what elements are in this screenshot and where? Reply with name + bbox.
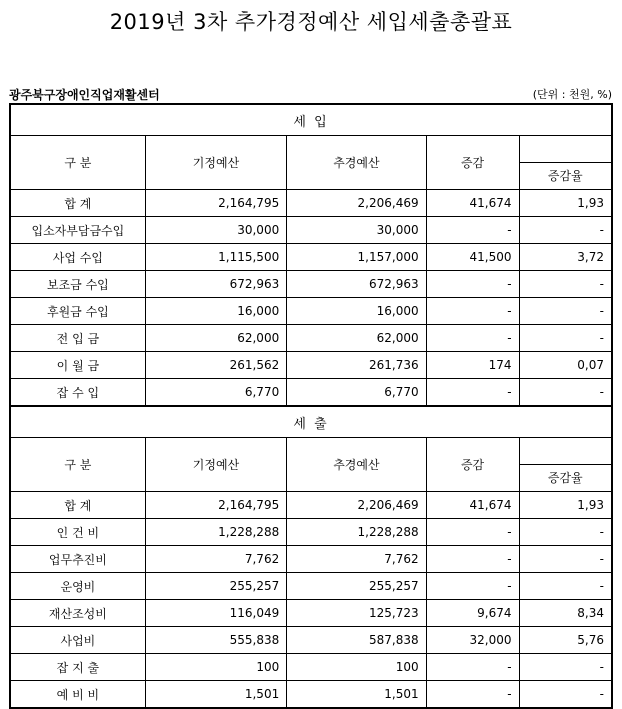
revised-budget: 6,770 <box>287 379 426 407</box>
change-amount: - <box>426 217 519 244</box>
original-budget: 2,164,795 <box>145 190 286 217</box>
revised-budget: 2,206,469 <box>287 190 426 217</box>
page-title: 2019년 3차 추가경정예산 세입세출총괄표 <box>109 10 513 34</box>
table-row <box>10 325 612 352</box>
table-row <box>10 352 612 379</box>
table-row <box>10 298 612 325</box>
change-amount: 174 <box>426 352 519 379</box>
row-label: 인 건 비 <box>10 519 145 546</box>
row-label: 이 월 금 <box>10 352 145 379</box>
header-original: 기정예산 <box>145 136 286 190</box>
table-row <box>10 654 612 681</box>
table-row <box>10 519 612 546</box>
change-rate: - <box>519 379 612 407</box>
change-amount: - <box>426 654 519 681</box>
change-amount: - <box>426 519 519 546</box>
row-label: 사업 수입 <box>10 244 145 271</box>
header-change-rate-cell <box>519 438 612 492</box>
revised-budget: 30,000 <box>287 217 426 244</box>
table-row <box>10 573 612 600</box>
change-amount: 41,674 <box>426 190 519 217</box>
row-label: 잡 지 출 <box>10 654 145 681</box>
header-change: 증감 <box>426 136 519 190</box>
original-budget: 62,000 <box>145 325 286 352</box>
revised-budget: 100 <box>287 654 426 681</box>
header-original: 기정예산 <box>145 438 286 492</box>
revised-budget: 1,501 <box>287 681 426 709</box>
original-budget: 672,963 <box>145 271 286 298</box>
revised-budget: 16,000 <box>287 298 426 325</box>
header-change-rate-cell <box>519 136 612 190</box>
revised-budget: 672,963 <box>287 271 426 298</box>
original-budget: 100 <box>145 654 286 681</box>
table-row <box>10 271 612 298</box>
change-amount: 32,000 <box>426 627 519 654</box>
table-row <box>10 217 612 244</box>
revenue-table <box>9 103 613 407</box>
change-rate: 1,93 <box>519 492 612 519</box>
original-budget: 6,770 <box>145 379 286 407</box>
table-row <box>10 379 612 407</box>
change-rate: - <box>519 271 612 298</box>
original-budget: 1,115,500 <box>145 244 286 271</box>
change-amount: 41,674 <box>426 492 519 519</box>
row-label: 보조금 수입 <box>10 271 145 298</box>
change-amount: 9,674 <box>426 600 519 627</box>
change-rate: 5,76 <box>519 627 612 654</box>
row-label: 후원금 수입 <box>10 298 145 325</box>
revised-budget: 7,762 <box>287 546 426 573</box>
change-rate: - <box>519 519 612 546</box>
header-change: 증감 <box>426 438 519 492</box>
header-change-rate: 증감율 <box>520 464 611 491</box>
change-rate: 0,07 <box>519 352 612 379</box>
change-amount: - <box>426 546 519 573</box>
change-rate: 8,34 <box>519 600 612 627</box>
row-label: 업무추진비 <box>10 546 145 573</box>
change-rate: 1,93 <box>519 190 612 217</box>
change-rate: 3,72 <box>519 244 612 271</box>
original-budget: 16,000 <box>145 298 286 325</box>
change-rate: - <box>519 681 612 709</box>
row-label: 합 계 <box>10 492 145 519</box>
row-label: 운영비 <box>10 573 145 600</box>
original-budget: 7,762 <box>145 546 286 573</box>
row-label: 재산조성비 <box>10 600 145 627</box>
original-budget: 116,049 <box>145 600 286 627</box>
row-label: 전 입 금 <box>10 325 145 352</box>
revised-budget: 1,157,000 <box>287 244 426 271</box>
original-budget: 555,838 <box>145 627 286 654</box>
change-amount: - <box>426 573 519 600</box>
change-rate: - <box>519 546 612 573</box>
table-row <box>10 681 612 709</box>
row-label: 예 비 비 <box>10 681 145 709</box>
row-label: 입소자부담금수입 <box>10 217 145 244</box>
change-amount: - <box>426 298 519 325</box>
change-rate: - <box>519 298 612 325</box>
row-label: 사업비 <box>10 627 145 654</box>
original-budget: 1,501 <box>145 681 286 709</box>
table-row <box>10 546 612 573</box>
row-label: 잡 수 입 <box>10 379 145 407</box>
revised-budget: 255,257 <box>287 573 426 600</box>
change-rate: - <box>519 217 612 244</box>
original-budget: 261,562 <box>145 352 286 379</box>
revised-budget: 587,838 <box>287 627 426 654</box>
revised-budget: 62,000 <box>287 325 426 352</box>
header-category: 구 분 <box>10 136 145 190</box>
table-row <box>10 627 612 654</box>
header-revised: 추경예산 <box>287 438 426 492</box>
original-budget: 30,000 <box>145 217 286 244</box>
unit-note: (단위 : 천원, %) <box>532 88 612 101</box>
change-amount: - <box>426 271 519 298</box>
row-label: 합 계 <box>10 190 145 217</box>
change-rate: - <box>519 325 612 352</box>
revised-budget: 2,206,469 <box>287 492 426 519</box>
revised-budget: 261,736 <box>287 352 426 379</box>
header-revised: 추경예산 <box>287 136 426 190</box>
table-row <box>10 244 612 271</box>
original-budget: 255,257 <box>145 573 286 600</box>
table-row <box>10 492 612 519</box>
table-row <box>10 600 612 627</box>
header-category: 구 분 <box>10 438 145 492</box>
change-amount: - <box>426 325 519 352</box>
expenditure-section-title: 세 출 <box>10 406 612 438</box>
original-budget: 2,164,795 <box>145 492 286 519</box>
change-amount: - <box>426 681 519 709</box>
table-row <box>10 190 612 217</box>
change-amount: 41,500 <box>426 244 519 271</box>
change-rate: - <box>519 654 612 681</box>
change-rate: - <box>519 573 612 600</box>
original-budget: 1,228,288 <box>145 519 286 546</box>
organization-name: 광주북구장애인직업재활센터 <box>9 88 160 102</box>
revised-budget: 125,723 <box>287 600 426 627</box>
revenue-section-title: 세 입 <box>10 104 612 136</box>
change-amount: - <box>426 379 519 407</box>
expenditure-table <box>9 405 613 709</box>
header-change-rate: 증감율 <box>520 162 611 189</box>
revised-budget: 1,228,288 <box>287 519 426 546</box>
